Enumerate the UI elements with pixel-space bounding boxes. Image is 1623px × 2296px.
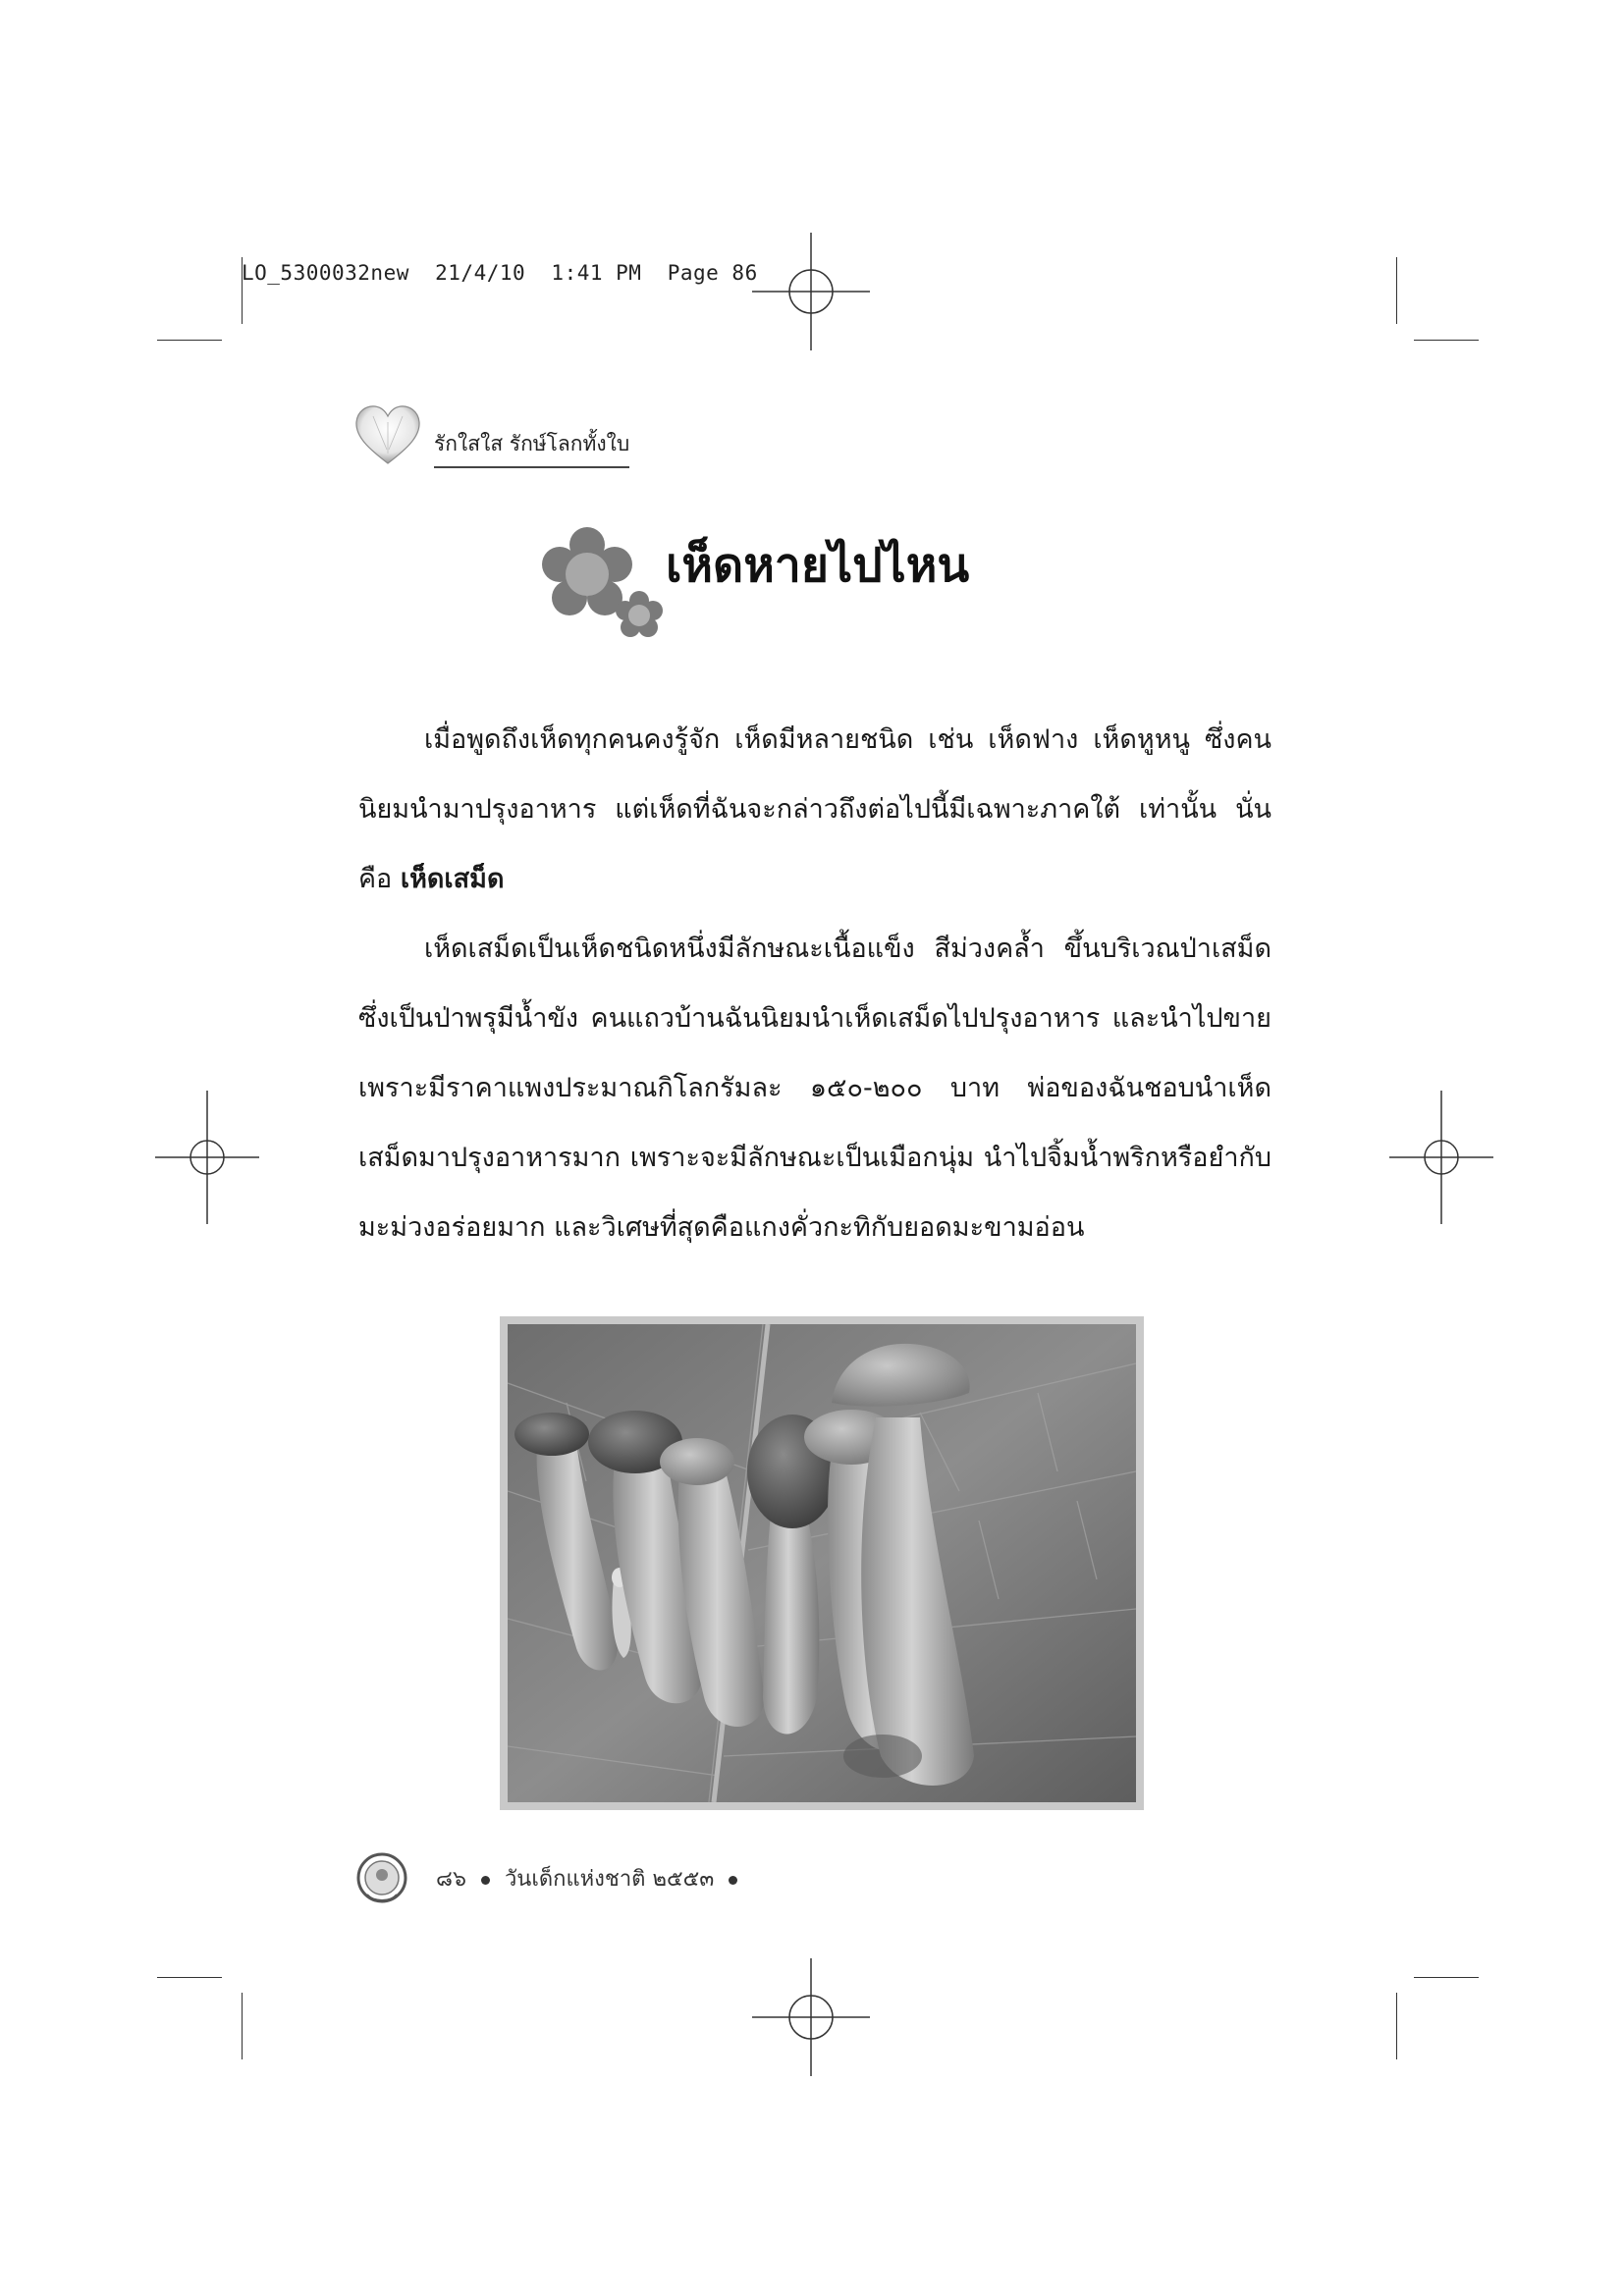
article-body: [358, 705, 1271, 1262]
registration-mark-icon: [155, 1091, 259, 1224]
page-title: เห็ดหายไปไหน: [666, 538, 970, 593]
header-tagline: รักใสใส รักษ์โลกทั้งใบ: [434, 428, 629, 468]
bullet-icon: [481, 1876, 490, 1885]
flowers-icon: [538, 525, 676, 663]
crop-mark: [1396, 257, 1397, 324]
printer-slug: LO_5300032new 21/4/10 1:41 PM Page 86: [242, 261, 758, 285]
heart-icon: [353, 402, 422, 467]
emblem-icon: [353, 1849, 410, 1906]
paragraph-2: เห็ดเสม็ดเป็นเห็ดชนิดหนึ่งมีลักษณะเนื้อแข็ง สีม่วงคล้ำ ขึ้นบริเวณป่าเสม็ด ซึ่งเป็นป่าพรุมีน้ำขัง คนแถวบ้านฉันนิยมนำเห็ดเสม็ดไปปรุงอาหาร และนำไปขายเพราะมีราคาแพงประมาณกิโลกรัมละ ๑๕๐-๒๐๐ บาท พ่อของฉันชอบนำเห็ดเสม็ดมาปรุงอาหารมาก เพราะจะมีลักษณะเป็นเมือกนุ่ม นำไปจิ้มน้ำพริกหรือยำกับมะม่วงอร่อยมาก และวิเศษที่สุดคือแกงคั่วกะทิกับยอดมะขามอ่อน: [358, 934, 1271, 1243]
crop-mark: [157, 1977, 222, 1978]
mushrooms-photo: [508, 1324, 1136, 1802]
crop-mark: [1396, 1993, 1397, 2059]
crop-mark: [1414, 1977, 1479, 1978]
highlight-term: เห็ดเสม็ด: [400, 864, 505, 894]
bullet-icon: [729, 1876, 737, 1885]
registration-mark-icon: [752, 1958, 870, 2076]
crop-mark: [1414, 340, 1479, 341]
crop-mark: [242, 1993, 243, 2059]
crop-mark: [157, 340, 222, 341]
footer-event: วันเด็กแห่งชาติ ๒๕๕๓: [504, 1867, 715, 1892]
crop-mark: [242, 257, 243, 324]
registration-mark-icon: [752, 233, 870, 350]
page-footer: [436, 1861, 745, 1896]
paragraph-1-text: เมื่อพูดถึงเห็ดทุกคนคงรู้จัก เห็ดมีหลายชนิด เช่น เห็ดฟาง เห็ดหูหนู ซึ่งคนนิยมนำมาปรุงอาหาร แต่เห็ดที่ฉันจะกล่าวถึงต่อไปนี้มีเฉพาะภาคใต้ เท่านั้น นั่นคือ: [358, 724, 1271, 894]
paragraph-1: [358, 705, 1271, 914]
registration-mark-icon: [1389, 1091, 1493, 1224]
page-number: ๘๖: [436, 1867, 466, 1892]
